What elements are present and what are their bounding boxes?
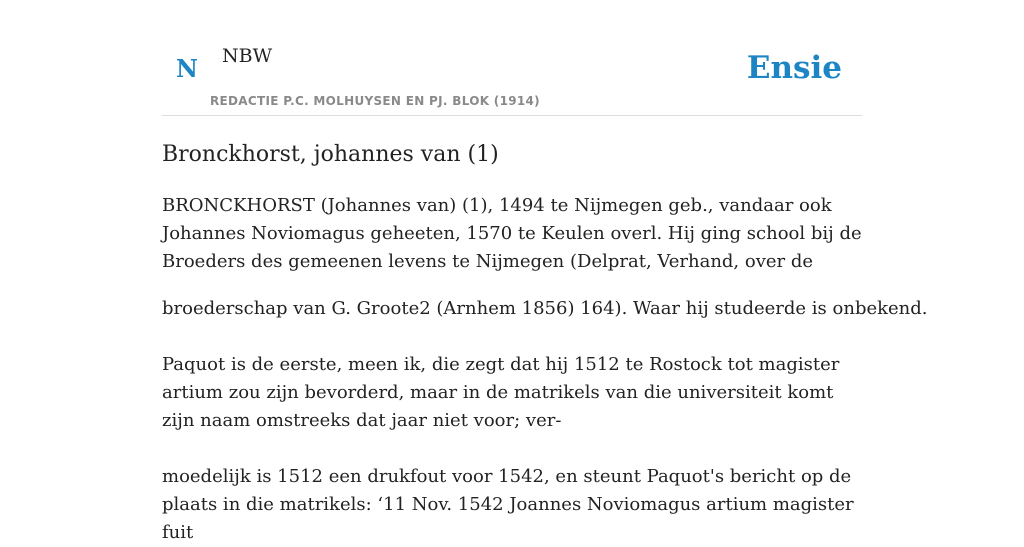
- site-header: [162, 0, 862, 116]
- brand-logo-link[interactable]: Ensie: [746, 50, 842, 86]
- entry-paragraph: moedelijk is 1512 een drukfout voor 1542, en steunt Paquot's bericht op de plaats in die matrikels: ‘11 Nov. 1542 Joannes Noviomagus artium magister fuit: [162, 466, 854, 543]
- entry-paragraph: broederschap van G. Groote2 (Arnhem 1856) 164). Waar hij studeerde is onbekend.: [162, 298, 928, 319]
- source-name: NBW: [222, 45, 273, 67]
- entry-title: Bronckhorst, johannes van (1): [162, 142, 499, 167]
- entry-paragraph: BRONCKHORST (Johannes van) (1), 1494 te Nijmegen geb., vandaar ook Johannes Noviomagus geheeten, 1570 te Keulen overl. Hij ging school bij de Broeders des gemeenen levens te Nijmegen (Delprat, Verhand, over de: [162, 195, 862, 272]
- source-logo-link[interactable]: N: [176, 54, 198, 83]
- entry-paragraph: Paquot is de eerste, meen ik, die zegt dat hij 1512 te Rostock tot magister artium zou zijn bevorderd, maar in de matrikels van die universiteit komt zijn naam omstreeks dat jaar niet voor; ver-: [162, 354, 840, 431]
- source-editor-line: REDACTIE P.C. MOLHUYSEN EN PJ. BLOK (1914): [210, 94, 540, 108]
